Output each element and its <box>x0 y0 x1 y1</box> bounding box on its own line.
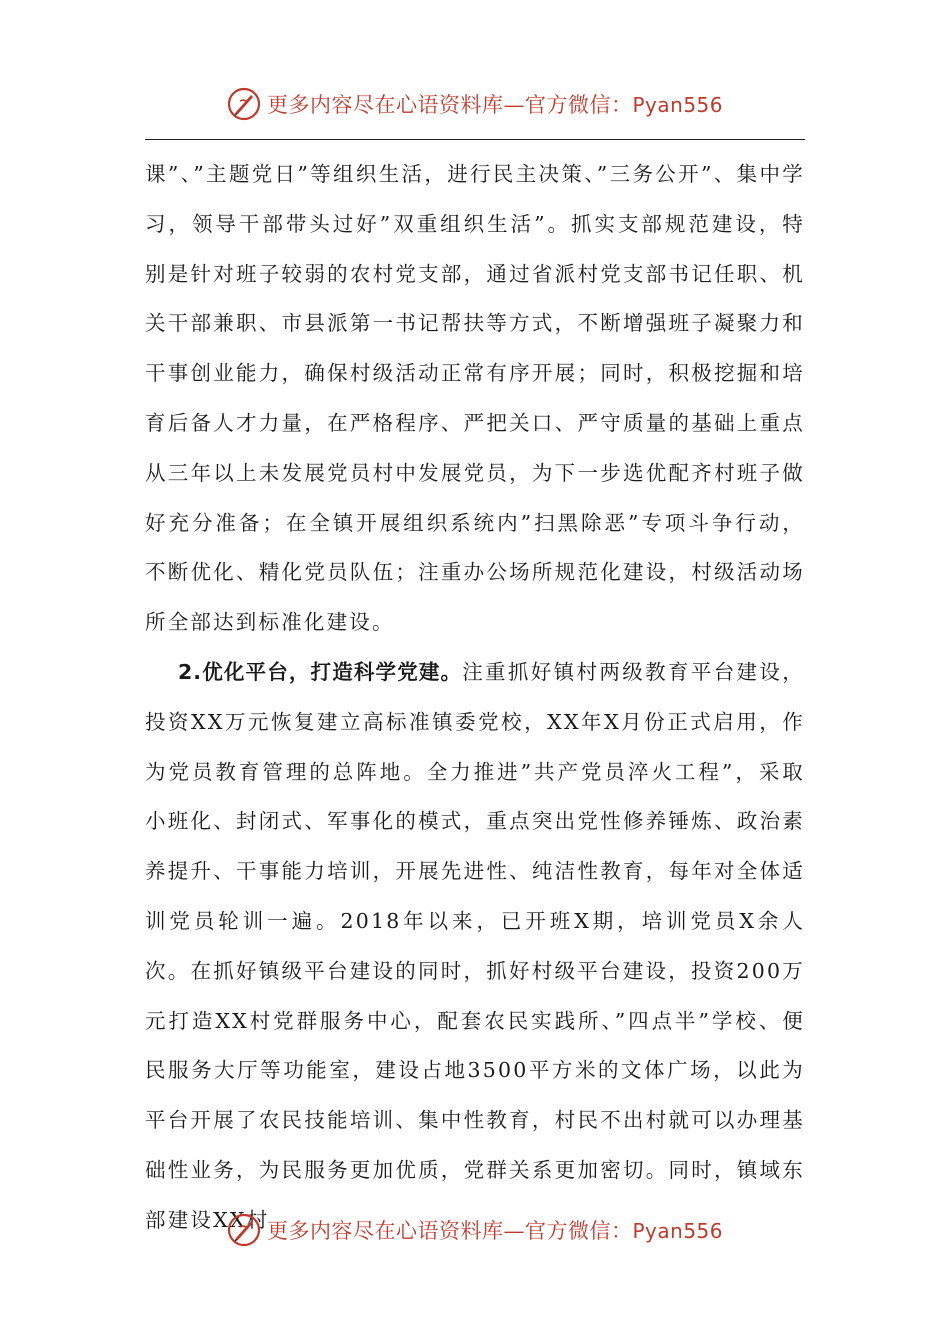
banner-wechat-id: Pyan556 <box>632 93 723 117</box>
banner-wechat-id: Pyan556 <box>632 1219 723 1243</box>
quill-pen-logo-icon <box>227 1213 261 1247</box>
quill-pen-logo-icon <box>227 87 261 121</box>
banner-text-cn: 更多内容尽在心语资料库—官方微信： <box>266 93 633 117</box>
banner-text-cn: 更多内容尽在心语资料库—官方微信： <box>266 1219 633 1243</box>
header-divider <box>145 139 805 140</box>
paragraph-text: 注重抓好镇村两级教育平台建设，投资XX万元恢复建立高标准镇委党校，XX年X月份正式启用，作为党员教育管理的总阵地。全力推进”共产党员淬火工程”，采取小班化、封闭式、军事化的模式，重点突出党性修养锤炼、政治素养提升、干事能力培训，开展先进性、纯洁性教育，每年对全体适训党员轮训一遍。2018年以来，已开班X期，培训党员X余人次。在抓好镇级平台建设的同时，抓好村级平台建设，投资200万元打造XX村党群服务中心，配套农民实践所、”四点半”学校、便民服务大厅等功能室，建设占地3500平方米的文体广场，以此为平台开展了农民技能培训、集中性教育，村民不出村就可以办理基础性业务，为民服务更加优质，党群关系更加密切。同时，镇域东部建设XX村 <box>145 659 805 1232</box>
paragraph-continued: 课”、”主题党日”等组织生活，进行民主决策、”三务公开”、集中学习，领导干部带头过好”双重组织生活”。抓实支部规范建设，特别是针对班子较弱的农村党支部，通过省派村党支部书记任职、机关干部兼职、市县派第一书记帮扶等方式，不断增强班子凝聚力和干事创业能力，确保村级活动正常有序开展；同时，积极挖掘和培育后备人才力量，在严格程序、严把关口、严守质量的基础上重点从三年以上未发展党员村中发展党员，为下一步选优配齐村班子做好充分准备；在全镇开展组织系统内”扫黑除恶”专项斗争行动，不断优化、精化党员队伍；注重办公场所规范化建设，村级活动场所全部达到标准化建设。 <box>145 162 805 635</box>
section-heading: 2.优化平台，打造科学党建。 <box>178 659 463 684</box>
footer-banner <box>0 1210 950 1250</box>
banner-text <box>267 1215 723 1245</box>
banner-text <box>267 89 723 119</box>
header-banner <box>0 84 950 124</box>
document-body <box>145 150 805 1246</box>
paragraph-section-2 <box>145 648 805 1246</box>
